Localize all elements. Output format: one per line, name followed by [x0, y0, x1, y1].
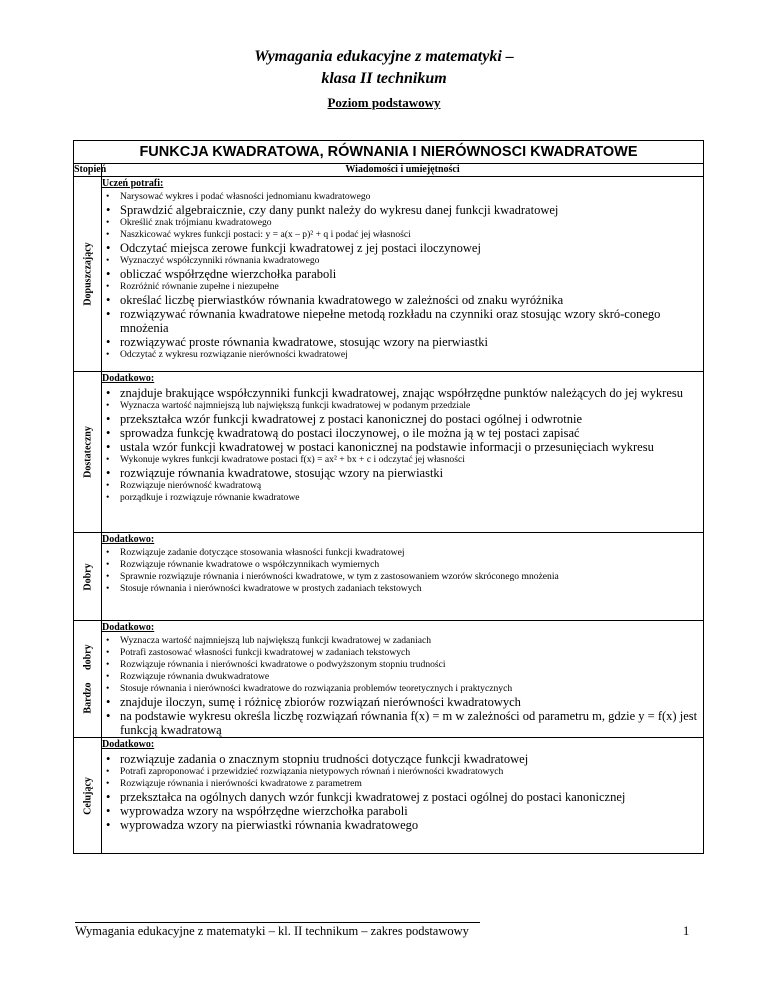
list-item: • rozwiązuje zadania o znacznym stopniu trudności dotyczące funkcji kwadratowej — [102, 752, 703, 766]
skills-list — [102, 191, 703, 361]
list-item: • obliczać współrzędne wierzchołka paraboli — [102, 267, 703, 281]
list-item: • Naszkicować wykres funkcji postaci: y = a(x – p)² + q i podać jej własności — [102, 229, 703, 241]
list-item: • Rozwiązuje nierówność kwadratową — [102, 480, 703, 492]
list-item: • Narysować wykres i podać własności jednomianu kwadratowego — [102, 191, 703, 203]
section-title: FUNKCJA KWADRATOWA, RÓWNANIA I NIERÓWNOSCI KWADRATOWE — [74, 141, 704, 164]
grade-label: Celujący — [82, 776, 93, 815]
list-item: • znajduje brakujące współczynniki funkcji kwadratowej, znając współrzędne punktów należących do jej wykresu — [102, 386, 703, 400]
list-item: • Potrafi zaproponować i przewidzieć rozwiązania nietypowych równań i nierówności kwadratowych — [102, 766, 703, 778]
footer-text: Wymagania edukacyjne z matematyki – kl. II technikum – zakres podstawowy — [75, 924, 469, 938]
list-item: • Sprawdzić algebraicznie, czy dany punkt należy do wykresu danej funkcji kwadratowej — [102, 203, 703, 217]
grade-cell — [74, 738, 102, 854]
doc-title-line2: klasa II technikum — [321, 70, 447, 87]
list-item: • rozwiązuje równania kwadratowe, stosując wzory na pierwiastki — [102, 466, 703, 480]
skills-list — [102, 386, 703, 504]
list-item: • Rozwiązuje równania dwukwadratowe — [102, 671, 703, 683]
list-item: • ustala wzór funkcji kwadratowej w postaci kanonicznej na podstawie informacji o przesunięciach wykresu — [102, 440, 703, 454]
skills-list — [102, 547, 703, 595]
column-header-stage: Stopień — [74, 164, 107, 175]
skills-cell — [102, 177, 704, 372]
list-item: • wyprowadza wzory na pierwiastki równania kwadratowego — [102, 818, 703, 832]
page-number: 1 — [683, 924, 690, 938]
skills-cell — [102, 621, 704, 738]
skills-list — [102, 752, 703, 832]
list-item: • Rozróżnić równanie zupełne i niezupełne — [102, 281, 703, 293]
list-item: • Rozwiązuje równanie kwadratowe o współczynnikach wymiernych — [102, 559, 703, 571]
grade-row — [74, 621, 704, 738]
list-item: • Sprawnie rozwiązuje równania i nierówności kwadratowe, w tym z zastosowaniem wzorów skróconego mnożenia — [102, 571, 703, 583]
grade-cell — [74, 621, 102, 738]
list-item: • określać liczbę pierwiastków równania kwadratowego w zależności od znaku wyróżnika — [102, 293, 703, 307]
list-item: • przekształca wzór funkcji kwadratowej z postaci kanonicznej do postaci ogólnej i odwrotnie — [102, 412, 703, 426]
grade-row — [74, 738, 704, 854]
list-item: • znajduje iloczyn, sumę i różnicę zbiorów rozwiązań nierówności kwadratowych — [102, 695, 703, 709]
skills-cell — [102, 372, 704, 533]
grade-rows — [74, 177, 704, 854]
grade-label: Dostateczny — [82, 426, 93, 478]
list-item: • przekształca na ogólnych danych wzór funkcji kwadratowej z postaci ogólnej do postaci kanonicznej — [102, 790, 703, 804]
list-item: • Stosuje równania i nierówności kwadratowe do rozwiązania problemów teoretycznych i praktycznych — [102, 683, 703, 695]
list-item: • na podstawie wykresu określa liczbę rozwiązań równania f(x) = m w zależności od parametru m, gdzie y = f(x) jest funkcją kwadratową — [102, 709, 703, 737]
grade-cell — [74, 533, 102, 621]
grade-label: Bardzo dobry — [82, 644, 93, 714]
requirements-table — [73, 140, 704, 854]
lead-label: Dodatkowo: — [102, 739, 155, 750]
grade-row — [74, 177, 704, 372]
grade-label: Dopuszczający — [82, 242, 93, 306]
list-item: • sprowadza funkcję kwadratową do postaci iloczynowej, o ile można ją w tej postaci zapisać — [102, 426, 703, 440]
list-item: • Określić znak trójmianu kwadratowego — [102, 217, 703, 229]
footer-rule — [75, 922, 480, 923]
lead-label: Dodatkowo: — [102, 534, 155, 545]
list-item: • wyprowadza wzory na współrzędne wierzchołka paraboli — [102, 804, 703, 818]
lead-label: Uczeń potrafi: — [102, 178, 164, 189]
list-item: • Wyznaczyć współczynniki równania kwadratowego — [102, 255, 703, 267]
list-item: • Wyznacza wartość najmniejszą lub największą funkcji kwadratowej w zadaniach — [102, 635, 703, 647]
lead-label: Dodatkowo: — [102, 373, 155, 384]
list-item: • rozwiązywać proste równania kwadratowe, stosując wzory na pierwiastki — [102, 335, 703, 349]
list-item: • rozwiązywać równania kwadratowe niepełne metodą rozkładu na czynniki oraz stosując wzory skró-conego mnożenia — [102, 307, 703, 335]
grade-row — [74, 533, 704, 621]
list-item: • Wyznacza wartość najmniejszą lub największą funkcji kwadratowej w podanym przedziale — [102, 400, 703, 412]
doc-title-line1: Wymagania edukacyjne z matematyki – — [254, 48, 514, 65]
list-item: • Stosuje równania i nierówności kwadratowe w prostych zadaniach tekstowych — [102, 583, 703, 595]
list-item: • Rozwiązuje równania i nierówności kwadratowe z parametrem — [102, 778, 703, 790]
list-item: • Odczytać z wykresu rozwiązanie nierówności kwadratowej — [102, 349, 703, 361]
grade-label: Dobry — [82, 562, 93, 591]
skills-cell — [102, 738, 704, 854]
list-item: • Rozwiązuje zadanie dotyczące stosowania własności funkcji kwadratowej — [102, 547, 703, 559]
list-item: • porządkuje i rozwiązuje równanie kwadratowe — [102, 492, 703, 504]
doc-level: Poziom podstawowy — [327, 95, 441, 110]
list-item: • Rozwiązuje równania i nierówności kwadratowe o podwyższonym stopniu trudności — [102, 659, 703, 671]
skills-cell — [102, 533, 704, 621]
list-item: • Wykonuje wykres funkcji kwadratowe postaci f(x) = ax² + bx + c i odczytać jej własności — [102, 454, 703, 466]
skills-list — [102, 635, 703, 737]
grade-cell — [74, 372, 102, 533]
list-item: • Odczytać miejsca zerowe funkcji kwadratowej z jej postaci iloczynowej — [102, 241, 703, 255]
column-header-skills: Wiadomości i umiejętności — [102, 164, 704, 177]
grade-row — [74, 372, 704, 533]
list-item: • Potrafi zastosować własności funkcji kwadratowej w zadaniach tekstowych — [102, 647, 703, 659]
lead-label: Dodatkowo: — [102, 622, 155, 633]
grade-cell — [74, 177, 102, 372]
